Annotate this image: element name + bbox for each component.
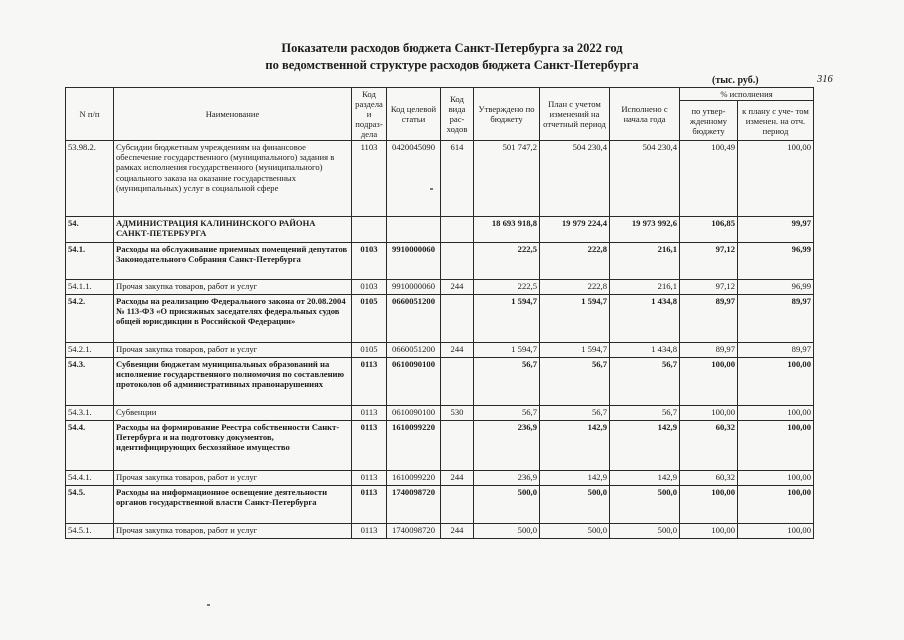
row-pct-plan: 100,00 bbox=[738, 471, 814, 486]
row-executed: 19 973 992,6 bbox=[610, 217, 680, 243]
row-section: 0103 bbox=[352, 280, 387, 295]
row-num: 54.4.1. bbox=[66, 471, 114, 486]
row-pct-approved: 100,49 bbox=[680, 141, 738, 217]
row-pct-plan: 100,00 bbox=[738, 406, 814, 421]
row-executed: 216,1 bbox=[610, 243, 680, 280]
row-exptype bbox=[441, 358, 474, 406]
unit-label: (тыс. руб.) bbox=[712, 75, 759, 86]
row-exptype bbox=[441, 421, 474, 471]
row-approved: 56,7 bbox=[474, 406, 540, 421]
title-line-2: по ведомственной структуре расходов бюджета Санкт-Петербурга bbox=[265, 58, 639, 72]
row-approved: 222,5 bbox=[474, 243, 540, 280]
row-name: Прочая закупка товаров, работ и услуг bbox=[114, 471, 352, 486]
table-row bbox=[66, 295, 814, 343]
row-executed: 142,9 bbox=[610, 471, 680, 486]
row-approved: 56,7 bbox=[474, 358, 540, 406]
row-section: 0113 bbox=[352, 358, 387, 406]
row-target: 0660051200 bbox=[387, 343, 441, 358]
col-header-pct-approved: по утвер- жденному бюджету bbox=[680, 101, 738, 141]
row-pct-approved: 100,00 bbox=[680, 486, 738, 524]
row-exptype: 530 bbox=[441, 406, 474, 421]
row-pct-approved: 100,00 bbox=[680, 406, 738, 421]
row-pct-plan: 89,97 bbox=[738, 295, 814, 343]
row-num: 54.5. bbox=[66, 486, 114, 524]
row-approved: 1 594,7 bbox=[474, 295, 540, 343]
row-approved: 236,9 bbox=[474, 421, 540, 471]
col-header-target: Код целевой статьи bbox=[387, 88, 441, 141]
row-pct-approved: 97,12 bbox=[680, 243, 738, 280]
table-row bbox=[66, 486, 814, 524]
row-approved: 500,0 bbox=[474, 524, 540, 539]
col-header-plan: План с учетом изменений на отчетный период bbox=[540, 88, 610, 141]
row-pct-plan: 100,00 bbox=[738, 141, 814, 217]
row-target: 9910000060 bbox=[387, 280, 441, 295]
row-exptype bbox=[441, 486, 474, 524]
row-name: Расходы на обслуживание приемных помещений депутатов Законодательного Собрания Санкт-Петербурга bbox=[114, 243, 352, 280]
row-approved: 1 594,7 bbox=[474, 343, 540, 358]
row-pct-plan: 100,00 bbox=[738, 486, 814, 524]
row-approved: 500,0 bbox=[474, 486, 540, 524]
table-row bbox=[66, 421, 814, 471]
row-section: 1103 bbox=[352, 141, 387, 217]
row-plan: 56,7 bbox=[540, 406, 610, 421]
row-executed: 500,0 bbox=[610, 524, 680, 539]
row-name: Расходы на реализацию Федерального закона от 20.08.2004 № 113-ФЗ «О присяжных заседателях федеральных судов общей юрисдикции в Российской Федерации» bbox=[114, 295, 352, 343]
row-name: Субсидии бюджетным учреждениям на финансовое обеспечение государственного (муниципального) задания в рамках исполнения государственного (муниципального) социального заказа на оказание государственных (муниципальных) услуг в социальной сфере bbox=[114, 141, 352, 217]
row-exptype: 244 bbox=[441, 524, 474, 539]
row-plan: 500,0 bbox=[540, 486, 610, 524]
row-plan: 222,8 bbox=[540, 280, 610, 295]
row-section: 0113 bbox=[352, 486, 387, 524]
row-name: Субвенции бюджетам муниципальных образований на исполнение государственного полномочия по составлению протоколов об административных правонарушениях bbox=[114, 358, 352, 406]
row-executed: 1 434,8 bbox=[610, 295, 680, 343]
table-row bbox=[66, 358, 814, 406]
row-section: 0113 bbox=[352, 524, 387, 539]
col-header-pct-group: % исполнения bbox=[680, 88, 814, 101]
row-exptype: 244 bbox=[441, 280, 474, 295]
row-section: 0103 bbox=[352, 243, 387, 280]
row-executed: 56,7 bbox=[610, 358, 680, 406]
row-num: 54. bbox=[66, 217, 114, 243]
row-exptype: 244 bbox=[441, 471, 474, 486]
row-executed: 1 434,8 bbox=[610, 343, 680, 358]
row-num: 54.3. bbox=[66, 358, 114, 406]
row-num: 54.1.1. bbox=[66, 280, 114, 295]
row-pct-plan: 99,97 bbox=[738, 217, 814, 243]
row-section bbox=[352, 217, 387, 243]
row-exptype bbox=[441, 295, 474, 343]
col-header-exptype: Код вида рас- ходов bbox=[441, 88, 474, 141]
row-pct-plan: 96,99 bbox=[738, 243, 814, 280]
row-target: 9910000060 bbox=[387, 243, 441, 280]
row-target: 1610099220 bbox=[387, 471, 441, 486]
table-header bbox=[66, 88, 814, 141]
row-section: 0105 bbox=[352, 295, 387, 343]
row-pct-plan: 96,99 bbox=[738, 280, 814, 295]
col-header-pct-plan: к плану с уче- том изменен. на отч. период bbox=[738, 101, 814, 141]
row-target: 1610099220 bbox=[387, 421, 441, 471]
row-name: АДМИНИСТРАЦИЯ КАЛИНИНСКОГО РАЙОНА САНКТ-ПЕТЕРБУРГА bbox=[114, 217, 352, 243]
row-target: 1740098720 bbox=[387, 486, 441, 524]
row-name: Прочая закупка товаров, работ и услуг bbox=[114, 343, 352, 358]
row-section: 0113 bbox=[352, 406, 387, 421]
row-pct-approved: 106,85 bbox=[680, 217, 738, 243]
table-row bbox=[66, 243, 814, 280]
page-number: 316 bbox=[817, 74, 833, 85]
row-plan: 19 979 224,4 bbox=[540, 217, 610, 243]
row-target: 0420045090 bbox=[387, 141, 441, 217]
row-target: 0610090100 bbox=[387, 358, 441, 406]
row-plan: 1 594,7 bbox=[540, 343, 610, 358]
row-exptype: 244 bbox=[441, 343, 474, 358]
row-num: 54.1. bbox=[66, 243, 114, 280]
row-pct-approved: 60,32 bbox=[680, 421, 738, 471]
table-body bbox=[66, 141, 814, 539]
row-plan: 142,9 bbox=[540, 421, 610, 471]
report-title bbox=[0, 40, 904, 74]
row-approved: 222,5 bbox=[474, 280, 540, 295]
row-approved: 501 747,2 bbox=[474, 141, 540, 217]
row-name: Расходы на информационное освещение деятельности органов государственной власти Санкт-Петербурга bbox=[114, 486, 352, 524]
scan-speck bbox=[430, 188, 433, 190]
row-num: 54.5.1. bbox=[66, 524, 114, 539]
row-section: 0105 bbox=[352, 343, 387, 358]
table-row bbox=[66, 280, 814, 295]
row-pct-approved: 89,97 bbox=[680, 343, 738, 358]
row-target bbox=[387, 217, 441, 243]
row-plan: 500,0 bbox=[540, 524, 610, 539]
row-name: Расходы на формирование Реестра собственности Санкт-Петербурга и на подготовку документов, идентифицирующих бесхозяйное имущество bbox=[114, 421, 352, 471]
table-row bbox=[66, 471, 814, 486]
title-line-1: Показатели расходов бюджета Санкт-Петербурга за 2022 год bbox=[281, 41, 623, 55]
row-exptype bbox=[441, 243, 474, 280]
row-pct-approved: 100,00 bbox=[680, 524, 738, 539]
row-pct-approved: 89,97 bbox=[680, 295, 738, 343]
row-name: Субвенции bbox=[114, 406, 352, 421]
row-name: Прочая закупка товаров, работ и услуг bbox=[114, 524, 352, 539]
row-target: 0610090100 bbox=[387, 406, 441, 421]
budget-table bbox=[65, 87, 814, 539]
row-num: 54.2. bbox=[66, 295, 114, 343]
row-section: 0113 bbox=[352, 421, 387, 471]
row-executed: 142,9 bbox=[610, 421, 680, 471]
row-approved: 236,9 bbox=[474, 471, 540, 486]
col-header-num: N п/п bbox=[66, 88, 114, 141]
row-exptype bbox=[441, 217, 474, 243]
table-row bbox=[66, 141, 814, 217]
col-header-name: Наименование bbox=[114, 88, 352, 141]
table-row bbox=[66, 406, 814, 421]
row-executed: 216,1 bbox=[610, 280, 680, 295]
row-num: 54.3.1. bbox=[66, 406, 114, 421]
row-pct-plan: 100,00 bbox=[738, 358, 814, 406]
row-pct-approved: 100,00 bbox=[680, 358, 738, 406]
scan-speck bbox=[207, 604, 210, 606]
row-target: 0660051200 bbox=[387, 295, 441, 343]
col-header-executed: Исполнено с начала года bbox=[610, 88, 680, 141]
row-plan: 222,8 bbox=[540, 243, 610, 280]
row-pct-approved: 97,12 bbox=[680, 280, 738, 295]
row-executed: 56,7 bbox=[610, 406, 680, 421]
row-exptype: 614 bbox=[441, 141, 474, 217]
row-plan: 142,9 bbox=[540, 471, 610, 486]
row-pct-approved: 60,32 bbox=[680, 471, 738, 486]
row-pct-plan: 89,97 bbox=[738, 343, 814, 358]
row-pct-plan: 100,00 bbox=[738, 421, 814, 471]
row-plan: 504 230,4 bbox=[540, 141, 610, 217]
row-plan: 56,7 bbox=[540, 358, 610, 406]
table-row bbox=[66, 524, 814, 539]
row-executed: 504 230,4 bbox=[610, 141, 680, 217]
row-name: Прочая закупка товаров, работ и услуг bbox=[114, 280, 352, 295]
row-num: 54.4. bbox=[66, 421, 114, 471]
row-plan: 1 594,7 bbox=[540, 295, 610, 343]
row-num: 54.2.1. bbox=[66, 343, 114, 358]
row-pct-plan: 100,00 bbox=[738, 524, 814, 539]
col-header-section: Код раздела и подраз- дела bbox=[352, 88, 387, 141]
row-target: 1740098720 bbox=[387, 524, 441, 539]
row-section: 0113 bbox=[352, 471, 387, 486]
col-header-approved: Утверждено по бюджету bbox=[474, 88, 540, 141]
row-approved: 18 693 918,8 bbox=[474, 217, 540, 243]
table-row bbox=[66, 343, 814, 358]
row-executed: 500,0 bbox=[610, 486, 680, 524]
table-row bbox=[66, 217, 814, 243]
row-num: 53.98.2. bbox=[66, 141, 114, 217]
